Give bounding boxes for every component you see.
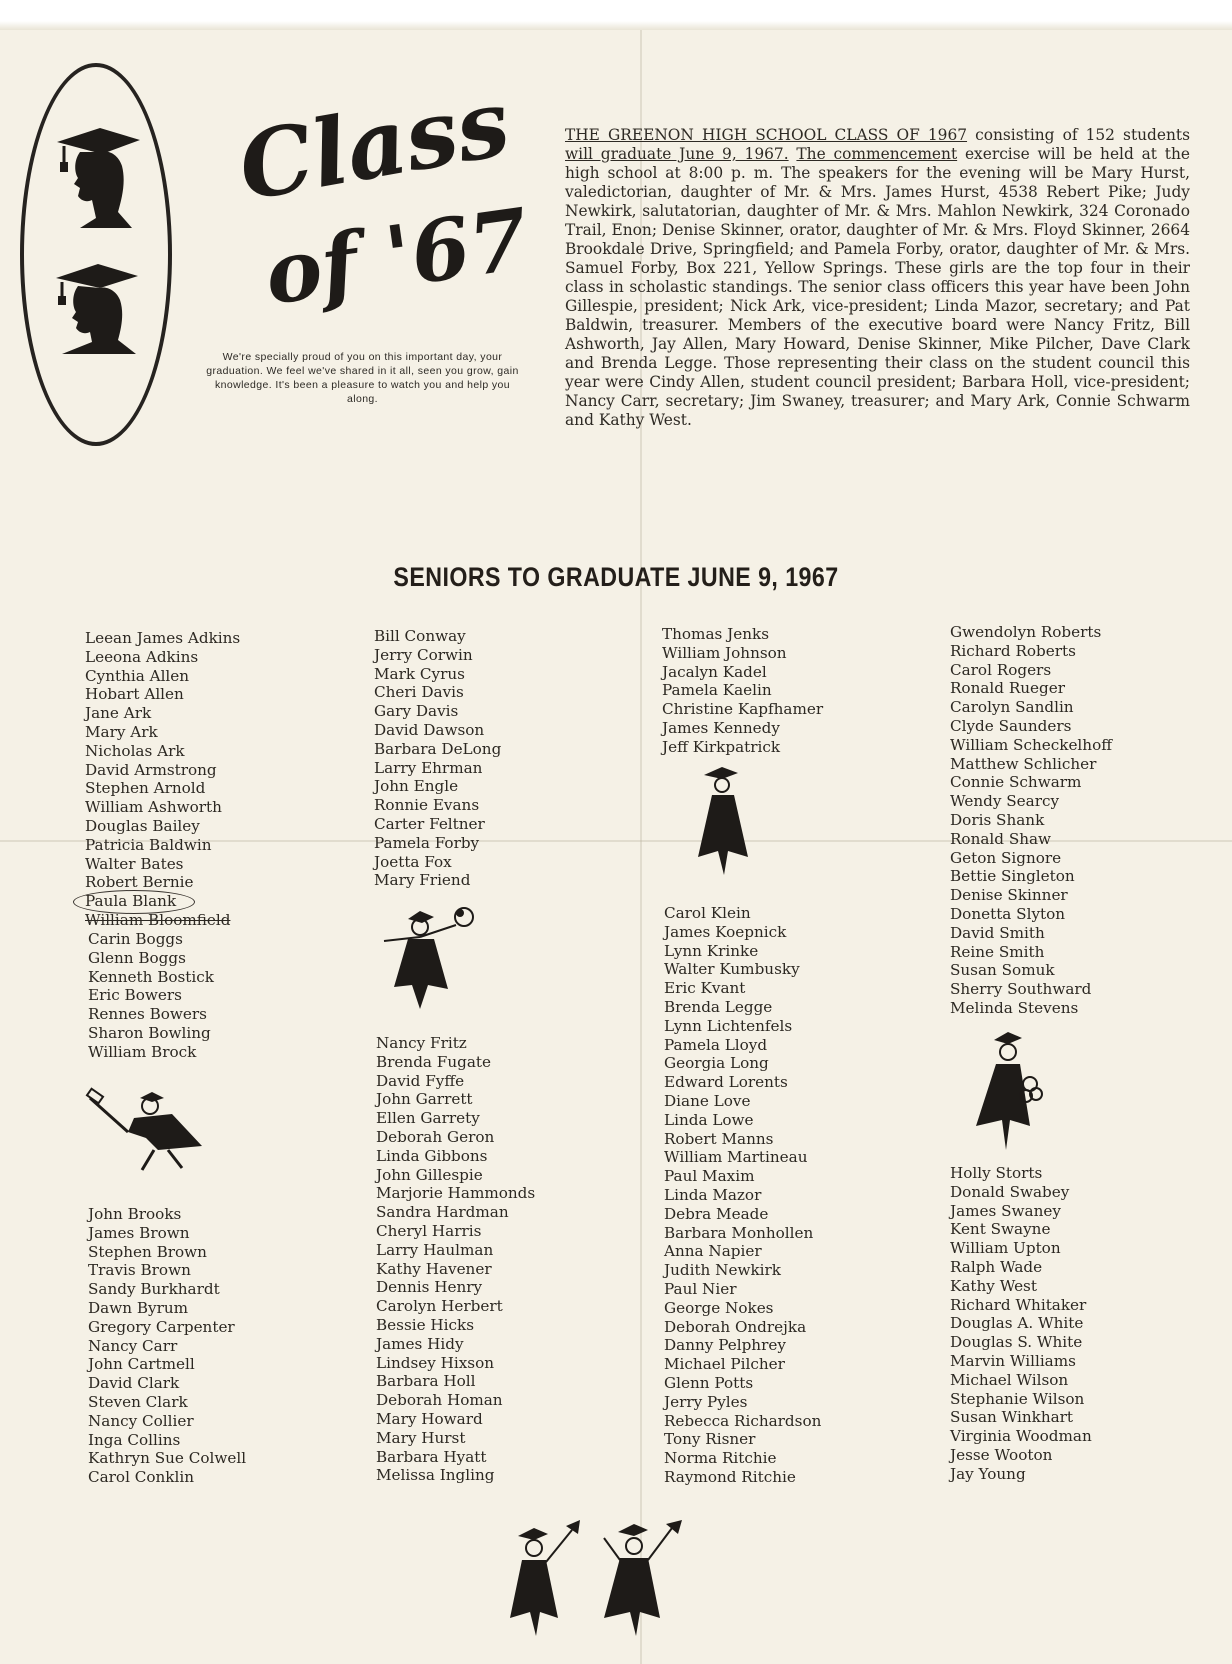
list-item: David Clark xyxy=(88,1374,180,1393)
list-item: Barbara Monhollen xyxy=(664,1223,814,1242)
list-item: Stephanie Wilson xyxy=(950,1389,1085,1408)
list-item: Ellen Garrety xyxy=(376,1109,480,1128)
list-item: Joetta Fox xyxy=(374,852,452,871)
list-item: Gwendolyn Roberts xyxy=(950,623,1102,641)
list-item: Lynn Lichtenfels xyxy=(664,1016,793,1035)
list-item: Larry Ehrman xyxy=(374,758,483,777)
list-item: Rennes Bowers xyxy=(88,1005,207,1024)
list-item: Deborah Homan xyxy=(376,1391,503,1410)
list-item: Doris Shank xyxy=(950,810,1045,829)
list-item: Eric Bowers xyxy=(88,986,182,1005)
list-item: Ronald Shaw xyxy=(950,829,1052,848)
list-item: Christine Kapfhamer xyxy=(662,700,824,719)
graduate-with-bouquet-icon xyxy=(970,1030,1050,1155)
list-item: Kenneth Bostick xyxy=(88,967,214,986)
list-item: Nancy Collier xyxy=(88,1411,194,1430)
title-script-class: Class xyxy=(231,68,518,222)
list-item: Gary Davis xyxy=(374,702,459,721)
list-item: Dennis Henry xyxy=(376,1278,483,1297)
list-item: Cheri Davis xyxy=(374,683,464,702)
intro-line-a: consisting of 152 students xyxy=(967,126,1190,144)
list-item: Donald Swabey xyxy=(950,1182,1070,1201)
list-item: James Koepnick xyxy=(664,922,787,941)
list-item: Deborah Ondrejka xyxy=(664,1317,807,1336)
list-item: Douglas A. White xyxy=(950,1314,1084,1333)
list-item: William Johnson xyxy=(662,643,787,662)
list-item: Douglas S. White xyxy=(950,1333,1083,1352)
list-item: Mary Hurst xyxy=(376,1428,466,1447)
list-item: Robert Bernie xyxy=(85,873,194,892)
list-item: Cheryl Harris xyxy=(376,1221,482,1240)
list-item: Mary Ark xyxy=(85,722,158,741)
list-item: Eric Kvant xyxy=(664,979,746,998)
list-item: Brenda Fugate xyxy=(376,1052,491,1071)
list-item: Kathy Havener xyxy=(376,1259,492,1278)
list-item: John Brooks xyxy=(88,1205,182,1223)
list-item: Bill Conway xyxy=(374,627,466,645)
list-item: Carol Conklin xyxy=(88,1468,195,1487)
list-item: Donetta Slyton xyxy=(950,904,1066,923)
list-item: Judith Newkirk xyxy=(664,1261,781,1280)
list-item: Douglas Bailey xyxy=(85,816,200,835)
list-item: Carolyn Herbert xyxy=(376,1297,503,1316)
list-item: George Nokes xyxy=(664,1298,774,1317)
list-item: Geton Signore xyxy=(950,848,1062,867)
list-item: John Garrett xyxy=(376,1090,473,1109)
intro-body: exercise will be held at the high school at 8:00 p. m. The speakers for the evening will be Mary Hurst, valedictorian, daughter of Mr. & Mrs. James Hurst, 4538 Rebert Pike; Judy Newkirk, salutatorian, daughter of Mr. & Mrs. Mahlon Newkirk, 324 Coronado Trail, Enon; Denise Skinner, orator, daughter of Mr. & Mrs. Floyd Skinner, 2664 Brookdale Drive, Springfield; and Pamela Forby, orator, daughter of Mr. & Mrs. Samuel Forby, Box 221, Yellow Springs. These girls are the top four in their class in scholastic standings. The senior class officers this year have been John Gillespie, president; Nick Ark, vice-president; Linda Mazor, secretary; and Pat Baldwin, treasurer. Members of the executive board were Nancy Fritz, Bill Ashworth, Jay Allen, Mary Howard, Denise Skinner, Mike Pilcher, Dave Clark and Brenda Legge. Those representing their class on the student council this year were Cindy Allen, student council president; Barbara Holl, vice-president; Nancy Carr, secretary; Jim Swaney, treasurer; and Mary Ark, Connie Schwarm and Kathy West. xyxy=(565,145,1190,429)
list-item: James Kennedy xyxy=(662,718,780,737)
list-item: Wendy Searcy xyxy=(950,792,1060,811)
list-item: Kathryn Sue Colwell xyxy=(88,1449,247,1468)
list-item: Robert Manns xyxy=(664,1129,774,1148)
list-item: Travis Brown xyxy=(88,1261,191,1280)
list-item: Hobart Allen xyxy=(85,685,184,704)
list-item: David Dawson xyxy=(374,720,485,739)
list-item: Jeff Kirkpatrick xyxy=(662,737,781,756)
list-item: Virginia Woodman xyxy=(950,1427,1092,1446)
list-item: Jerry Pyles xyxy=(664,1392,748,1411)
list-item: David Armstrong xyxy=(85,760,217,779)
list-item: Anna Napier xyxy=(664,1242,762,1261)
list-item: Sharon Bowling xyxy=(88,1023,211,1042)
list-item: Richard Whitaker xyxy=(950,1295,1087,1314)
list-item: Norma Ritchie xyxy=(664,1449,777,1468)
list-item: Larry Haulman xyxy=(376,1240,494,1259)
list-item: John Cartmell xyxy=(88,1355,195,1374)
graduate-with-flowers-icon xyxy=(380,905,480,1015)
list-item: Jesse Wooton xyxy=(950,1445,1053,1464)
list-item: Paul Maxim xyxy=(664,1167,755,1186)
list-item: Sandra Hardman xyxy=(376,1203,509,1222)
list-item: Marjorie Hammonds xyxy=(376,1184,536,1203)
seniors-heading: SENIORS TO GRADUATE JUNE 9, 1967 xyxy=(393,562,839,592)
list-item: Steven Clark xyxy=(88,1392,188,1411)
list-item: Barbara Hyatt xyxy=(376,1447,487,1466)
list-item: Inga Collins xyxy=(88,1430,181,1449)
graduate-silhouette-icon xyxy=(52,120,142,230)
list-item: Melinda Stevens xyxy=(950,998,1079,1017)
list-item-struck: William Bloomfield xyxy=(85,910,231,929)
list-item: Mary Friend xyxy=(374,871,471,890)
graduate-silhouette-icon xyxy=(52,260,142,355)
list-item: Jane Ark xyxy=(85,704,152,723)
list-item: Susan Winkhart xyxy=(950,1408,1074,1427)
standing-graduate-icon xyxy=(690,765,760,880)
list-item: David Smith xyxy=(950,923,1045,942)
list-item: Debra Meade xyxy=(664,1204,769,1223)
intro-paragraph xyxy=(565,126,1190,430)
list-item: Sandy Burkhardt xyxy=(88,1280,220,1299)
names-column-1c xyxy=(88,1205,246,1487)
list-item: James Hidy xyxy=(376,1334,464,1353)
intro-commencement: The commencement xyxy=(796,145,958,163)
list-item: Kathy West xyxy=(950,1276,1037,1295)
list-item: Stephen Arnold xyxy=(85,779,206,798)
list-item-circled: Paula Blank xyxy=(85,892,230,911)
list-item: Melissa Ingling xyxy=(376,1466,495,1485)
list-item: Leean James Adkins xyxy=(85,629,241,647)
list-item: Jerry Corwin xyxy=(374,645,473,664)
title-script-of-67: of '67 xyxy=(259,189,535,324)
names-column-4a xyxy=(950,623,1112,1018)
names-column-4b xyxy=(950,1164,1092,1484)
list-item: Linda Gibbons xyxy=(376,1146,488,1165)
list-item: Leeona Adkins xyxy=(85,647,199,666)
list-item: Bessie Hicks xyxy=(376,1315,475,1334)
list-item: Nancy Fritz xyxy=(376,1034,467,1052)
list-item: William Brock xyxy=(88,1042,197,1061)
names-column-1b xyxy=(88,930,214,1062)
list-item: Nicholas Ark xyxy=(85,741,185,760)
list-item: Walter Kumbusky xyxy=(664,960,800,979)
list-item: Jacalyn Kadel xyxy=(662,662,767,681)
list-item: Ronald Rueger xyxy=(950,679,1065,698)
list-item: Tony Risner xyxy=(664,1430,756,1449)
list-item: Dawn Byrum xyxy=(88,1298,189,1317)
list-item: Kent Swayne xyxy=(950,1220,1051,1239)
list-item: William Upton xyxy=(950,1239,1061,1258)
list-item: Rebecca Richardson xyxy=(664,1411,822,1430)
class-of-67-title xyxy=(231,68,535,332)
list-item: John Gillespie xyxy=(376,1165,483,1184)
list-item: Pamela Forby xyxy=(374,833,480,852)
list-item: Thomas Jenks xyxy=(662,625,769,643)
intro-date: will graduate June 9, 1967. xyxy=(565,145,789,163)
list-item: Clyde Saunders xyxy=(950,716,1072,735)
list-item: John Engle xyxy=(374,777,459,796)
list-item: Michael Pilcher xyxy=(664,1355,785,1374)
list-item: Michael Wilson xyxy=(950,1370,1069,1389)
list-item: Linda Lowe xyxy=(664,1110,754,1129)
list-item: Danny Pelphrey xyxy=(664,1336,786,1355)
list-item: Gregory Carpenter xyxy=(88,1317,235,1336)
list-item: Nancy Carr xyxy=(88,1336,178,1355)
list-item: Mary Howard xyxy=(376,1409,483,1428)
names-column-2b xyxy=(376,1034,535,1485)
list-item: David Fyffe xyxy=(376,1071,465,1090)
list-item: Brenda Legge xyxy=(664,997,773,1016)
list-item: Carolyn Sandlin xyxy=(950,698,1074,717)
list-item: Raymond Ritchie xyxy=(664,1467,796,1486)
list-item: Barbara Holl xyxy=(376,1372,476,1391)
list-item: William Scheckelhoff xyxy=(950,735,1113,754)
names-column-2a xyxy=(374,627,501,890)
list-item: Glenn Boggs xyxy=(88,948,186,967)
list-item: Georgia Long xyxy=(664,1054,769,1073)
list-item: Pamela Kaelin xyxy=(662,681,772,700)
list-item: Carin Boggs xyxy=(88,930,183,948)
list-item: Bettie Singleton xyxy=(950,867,1075,886)
list-item: Paul Nier xyxy=(664,1279,737,1298)
list-item: Linda Mazor xyxy=(664,1185,762,1204)
list-item: Ronnie Evans xyxy=(374,796,480,815)
list-item: Diane Love xyxy=(664,1091,751,1110)
list-item: Matthew Schlicher xyxy=(950,754,1097,773)
running-graduate-icon xyxy=(88,1088,208,1174)
list-item: Patricia Baldwin xyxy=(85,835,212,854)
list-item: Carol Rogers xyxy=(950,660,1052,679)
list-item: Pamela Lloyd xyxy=(664,1035,768,1054)
list-item: Reine Smith xyxy=(950,942,1045,961)
names-column-1a xyxy=(85,629,240,892)
names-column-3a xyxy=(662,625,823,757)
intro-lead: THE GREENON HIGH SCHOOL CLASS OF 1967 xyxy=(565,126,968,144)
list-item: Carol Klein xyxy=(664,904,751,922)
list-item: William Martineau xyxy=(664,1148,808,1167)
tagline: We're specially proud of you on this important day, your graduation. We feel we've shared in it all, seen you grow, gain knowledge. It's been a pleasure to watch you and help you along. xyxy=(206,351,519,405)
list-item: Lynn Krinke xyxy=(664,941,759,960)
list-item: Walter Bates xyxy=(85,854,184,873)
list-item: Deborah Geron xyxy=(376,1127,495,1146)
list-item: Barbara DeLong xyxy=(374,739,502,758)
list-item: Jay Young xyxy=(950,1464,1026,1483)
paper-top-edge xyxy=(0,0,1232,30)
list-item: Cynthia Allen xyxy=(85,666,190,685)
list-item: James Swaney xyxy=(950,1201,1061,1220)
names-column-1-marked xyxy=(85,892,230,930)
list-item: Holly Storts xyxy=(950,1164,1043,1182)
list-item: Richard Roberts xyxy=(950,641,1076,660)
list-item: William Ashworth xyxy=(85,798,222,817)
list-item: Connie Schwarm xyxy=(950,773,1082,792)
list-item: Mark Cyrus xyxy=(374,664,465,683)
list-item: Stephen Brown xyxy=(88,1242,207,1261)
list-item: James Brown xyxy=(88,1223,190,1242)
list-item: Sherry Southward xyxy=(950,980,1092,999)
list-item: Susan Somuk xyxy=(950,961,1055,980)
names-column-3b xyxy=(664,904,821,1487)
list-item: Edward Lorents xyxy=(664,1073,788,1092)
list-item: Carter Feltner xyxy=(374,814,485,833)
list-item: Lindsey Hixson xyxy=(376,1353,495,1372)
list-item: Glenn Potts xyxy=(664,1373,754,1392)
list-item: Ralph Wade xyxy=(950,1257,1043,1276)
list-item: Denise Skinner xyxy=(950,886,1068,905)
list-item: Marvin Williams xyxy=(950,1351,1076,1370)
celebrating-graduates-icon xyxy=(500,1518,700,1638)
